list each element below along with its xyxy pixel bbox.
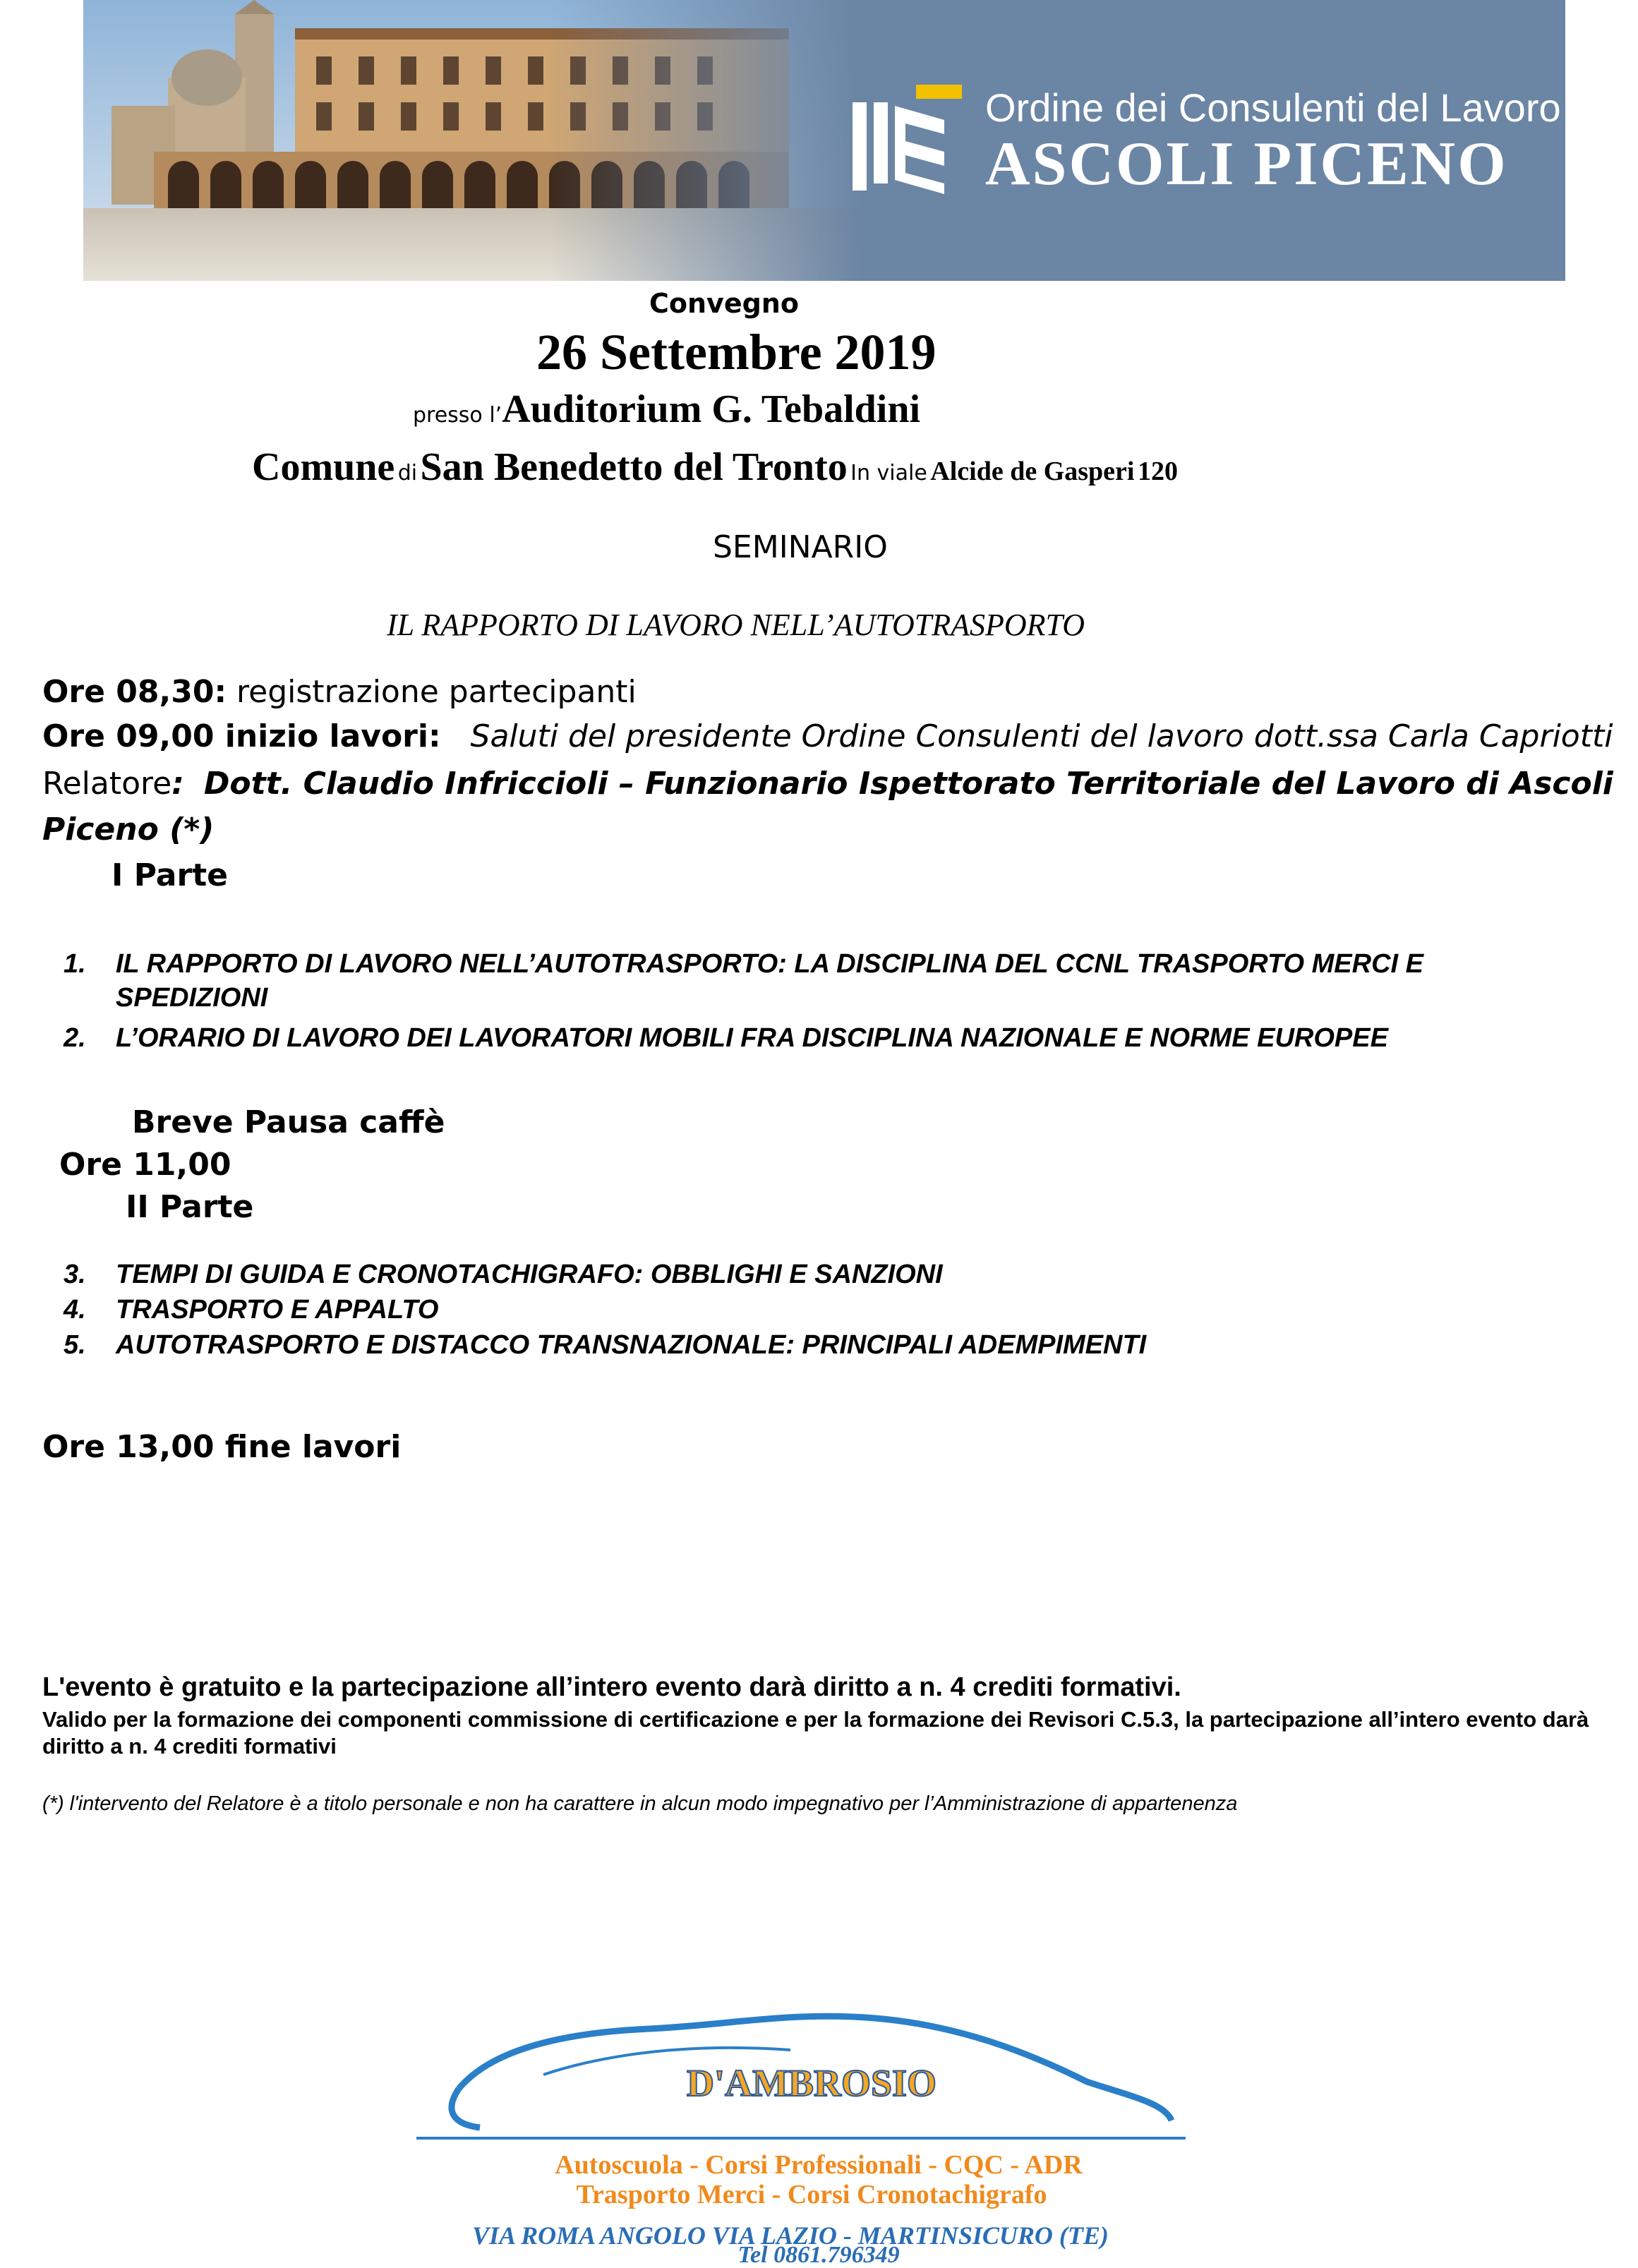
comune-label: Comune [252,445,395,489]
list-item-number: 3. [64,1260,86,1289]
piazza-photo [83,0,860,281]
sponsor-address: VIA ROMA ANGOLO VIA LAZIO - MARTINSICURO (TE) [472,2221,1109,2250]
di-label: di [397,461,418,485]
list-item-text: AUTOTRASPORTO E DISTACCO TRANSNAZIONALE: PRINCIPALI ADEMPIMENTI [116,1330,1147,1360]
event-date: 26 Settembre 2019 [536,324,937,380]
list-item-text: TEMPI DI GUIDA E CRONOTACHIGRAFO: OBBLIGHI E SANZIONI [116,1260,943,1289]
start-line [42,718,1613,754]
resume-time: Ore 11,00 [59,1147,231,1183]
start-time: Ore 09,00 inizio lavori: [42,718,441,754]
event-type: Convegno [649,288,799,319]
speaker-line2: Piceno (*) [42,812,215,848]
city-name: San Benedetto del Tronto [420,445,848,489]
speaker-colon: : [171,766,184,802]
speaker-line [42,766,1613,802]
list-item-text: IL RAPPORTO DI LAVORO NELL’AUTOTRASPORTO: LA DISCIPLINA DEL CCNL TRASPORTO MERCI E [116,949,1424,979]
sponsor-name: D'AMBROSIO [686,2062,937,2104]
seminar-label: SEMINARIO [713,529,888,565]
coffee-break: Breve Pausa caffè [132,1104,445,1140]
greetings-text: Saluti del presidente Ordine Consulenti del lavoro dott.ssa Carla Capriotti [470,718,1613,754]
list-item-text: TRASPORTO E APPALTO [116,1295,439,1325]
ordine-logo-icon [838,78,965,198]
sponsor-logo [395,1997,1242,2268]
part1-heading: I Parte [112,857,229,893]
sponsor-phone: Tel 0861.796349 [737,2242,900,2268]
venue-line [413,387,920,432]
registration-text: registrazione partecipanti [227,674,637,710]
part2-heading: II Parte [126,1189,254,1225]
list-item-text: L’ORARIO DI LAVORO DEI LAVORATORI MOBILI FRA DISCIPLINA NAZIONALE E NORME EUROPEE [116,1023,1388,1053]
speaker-label: Relatore [42,766,172,802]
location-line [252,445,1178,490]
registration-time: Ore 08,30: [42,674,227,710]
venue-prefix: presso l’ [413,403,502,428]
header-banner [83,0,1565,281]
registration-line [42,674,637,710]
list-item-number: 1. [64,949,86,979]
list-item-number: 5. [64,1330,86,1360]
org-name-line1: Ordine dei Consulenti del Lavoro [985,85,1561,130]
seminar-title: IL RAPPORTO DI LAVORO NELL’AUTOTRASPORTO [387,608,1085,642]
credits-detail: Valido per la formazione dei componenti commissione di certificazione e per la formazione dei Revisori C.5.3, la partecipazione all’intero evento darà diritto a n. 4 crediti formativi [42,1707,1589,1759]
sponsor-services-line2: Trasporto Merci - Corsi Cronotachigrafo [576,2180,1047,2209]
list-item-number: 4. [64,1295,86,1325]
footnote: (*) l'intervento del Relatore è a titolo personale e non ha carattere in alcun modo impegnativo per l’Amministrazione di appartenenza [42,1792,1238,1815]
street-number: 120 [1137,457,1178,486]
street-name: Alcide de Gasperi [930,457,1135,486]
list-item-number: 2. [64,1023,86,1053]
speaker-name: Dott. Claudio Infriccioli – Funzionario Ispettorato Territoriale del Lavoro di Ascoli [203,766,1613,802]
credits-main: L'evento è gratuito e la partecipazione all’intero evento darà diritto a n. 4 crediti formativi. [42,1672,1181,1702]
org-name-line2: ASCOLI PICENO [985,130,1508,198]
venue-name: Auditorium G. Tebaldini [502,387,921,431]
list-item-text-continued: SPEDIZIONI [116,983,268,1013]
end-line: Ore 13,00 fine lavori [42,1429,402,1465]
street-prefix: In viale [850,461,927,485]
sponsor-services-line1: Autoscuola - Corsi Professionali - CQC - ADR [555,2150,1083,2180]
